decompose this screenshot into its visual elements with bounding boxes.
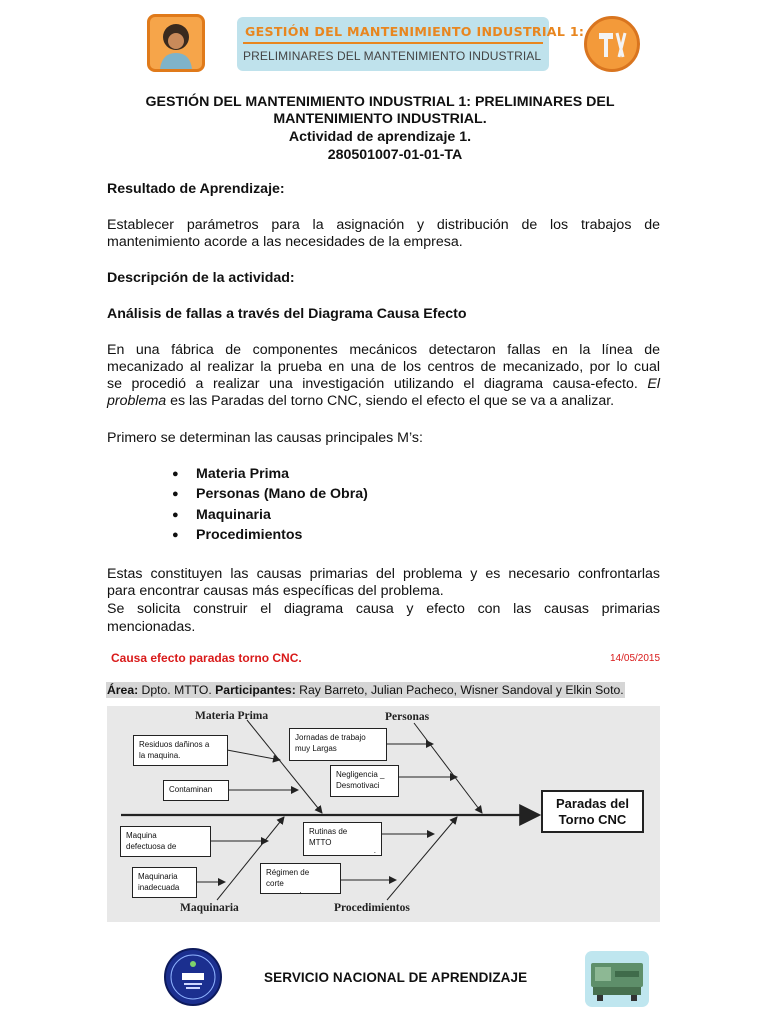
participants-label: Participantes: — [215, 683, 296, 697]
diagram-date: 14/05/2015 — [610, 653, 661, 664]
cause-jornadas-box — [289, 728, 387, 761]
cause-text: Negligencia _ — [336, 770, 385, 779]
paragraph1-line4-text: es las Paradas del torno CNC, siendo el efecto el que se va a analizar. — [166, 393, 615, 409]
diagram-title: Causa efecto paradas torno CNC. — [111, 651, 302, 665]
bullet-item: ● Procedimientos — [172, 527, 368, 547]
bone-personas — [414, 723, 482, 813]
cause-maquina-defectuosa-box — [120, 826, 211, 857]
resultado-text-line1: Establecer parámetros para la asignación y distribución de los trabajos de — [107, 217, 660, 233]
cause-text: Residuos dañinos a — [139, 740, 210, 749]
analisis-subheading: Análisis de fallas a través del Diagrama Causa Efecto — [107, 306, 467, 322]
banner-subtitle: PRELIMINARES DEL MANTENIMIENTO INDUSTRIAL — [243, 49, 542, 63]
effect-box — [541, 790, 644, 833]
bullet-item: ● Materia Prima — [172, 466, 368, 486]
activity-code: 280501007-01-01-TA — [327, 147, 463, 163]
hammer-pliers-tools-icon — [584, 16, 640, 72]
bullet-item: ● Maquinaria — [172, 507, 368, 527]
category-materia-prima: Materia Prima — [195, 710, 269, 722]
category-procedimientos: Procedimientos — [334, 902, 410, 914]
bone-procedimientos — [387, 817, 457, 900]
cause-text: Régimen de — [266, 868, 310, 877]
cause-text: MTTO — [309, 838, 332, 847]
causes-bullet-list — [172, 466, 368, 547]
participants-value: Ray Barreto, Julian Pacheco, Wisner Sandoval y Elkin Soto. — [295, 683, 624, 697]
cause-text: Maquinaria — [138, 872, 178, 881]
cause-text: la maquina. — [139, 751, 181, 760]
paragraph1-line2: mecanizado al realizar la prueba en una de los centros de mecanizado, por lo cual — [107, 359, 660, 375]
paragraph3-line1: Estas constituyen las causas primarias del problema y es necesario confrontarlas — [107, 566, 660, 582]
bullet-item: ● Personas (Mano de Obra) — [172, 486, 368, 506]
paragraph3-line2: para encontrar causas más específicas del problema. — [107, 583, 444, 599]
doc-title-line1: GESTIÓN DEL MANTENIMIENTO INDUSTRIAL 1: PRELIMINARES DEL — [145, 94, 615, 110]
paragraph1-line3-text: se procedió a realizar una investigación utilizando el diagrama causa-efecto. — [107, 376, 638, 392]
resultado-heading: Resultado de Aprendizaje: — [107, 181, 285, 197]
cause-text: defectuosa de — [126, 842, 177, 851]
paragraph1-line3 — [107, 376, 660, 393]
cause-text: Contaminan — [169, 785, 213, 794]
effect-text: Torno CNC — [558, 812, 627, 827]
paragraph1-line1: En una fábrica de componentes mecánicos detectaron fallas en la línea de — [107, 342, 660, 358]
paragraph1-line3-italic: El — [647, 376, 660, 392]
paragraph2: Primero se determinan las causas principales M’s: — [107, 430, 423, 446]
cause-text: inadecuada — [138, 883, 180, 892]
effect-text: Paradas del — [556, 796, 629, 811]
cause-text: corte — [266, 879, 284, 888]
area-participants-line — [106, 682, 625, 698]
cause-text: Desmotivaci — [336, 781, 380, 790]
cause-maquinaria-inadecuada-box — [132, 867, 197, 898]
cause-text: Jornadas de trabajo — [295, 733, 366, 742]
banner-title: GESTIÓN DEL MANTENIMIENTO INDUSTRIAL 1: — [245, 24, 585, 39]
paragraph4-line1: Se solicita construir el diagrama causa y efecto con las causas primarias — [107, 601, 660, 617]
descripcion-heading: Descripción de la actividad: — [107, 270, 295, 286]
area-value: Dpto. MTTO. — [138, 683, 216, 697]
cnc-lathe-machine-icon — [585, 951, 649, 1007]
cause-rutinas-box — [303, 822, 382, 856]
cause-text: muy Largas — [295, 744, 337, 753]
cause-text: Maquina — [126, 831, 157, 840]
area-label: Área: — [107, 683, 139, 697]
doc-title-line2: MANTENIMIENTO INDUSTRIAL. — [273, 111, 487, 127]
resultado-text-line2: mantenimiento acorde a las necesidades de la empresa. — [107, 234, 463, 250]
footer-institution: SERVICIO NACIONAL DE APRENDIZAJE — [264, 970, 528, 985]
paragraph1-line4 — [107, 393, 660, 410]
cause-negligencia-box — [330, 765, 399, 797]
category-personas: Personas — [385, 711, 430, 723]
cause-text: Rutinas de — [309, 827, 348, 836]
activity-title: Actividad de aprendizaje 1. — [288, 129, 472, 145]
cause-regimen-box — [260, 863, 341, 894]
sena-logo — [164, 948, 222, 1006]
category-maquinaria: Maquinaria — [180, 902, 239, 914]
cause-text: . — [299, 886, 302, 895]
banner-divider — [243, 42, 543, 44]
cause-residuos-box — [133, 735, 228, 766]
person-avatar-icon — [147, 14, 205, 72]
cause-text: . — [373, 846, 376, 855]
fishbone-diagram — [107, 706, 660, 922]
paragraph4-line2: mencionadas. — [107, 619, 196, 635]
paragraph1-line4-italic: problema — [107, 393, 167, 409]
cause-contaminan-box — [163, 780, 229, 801]
